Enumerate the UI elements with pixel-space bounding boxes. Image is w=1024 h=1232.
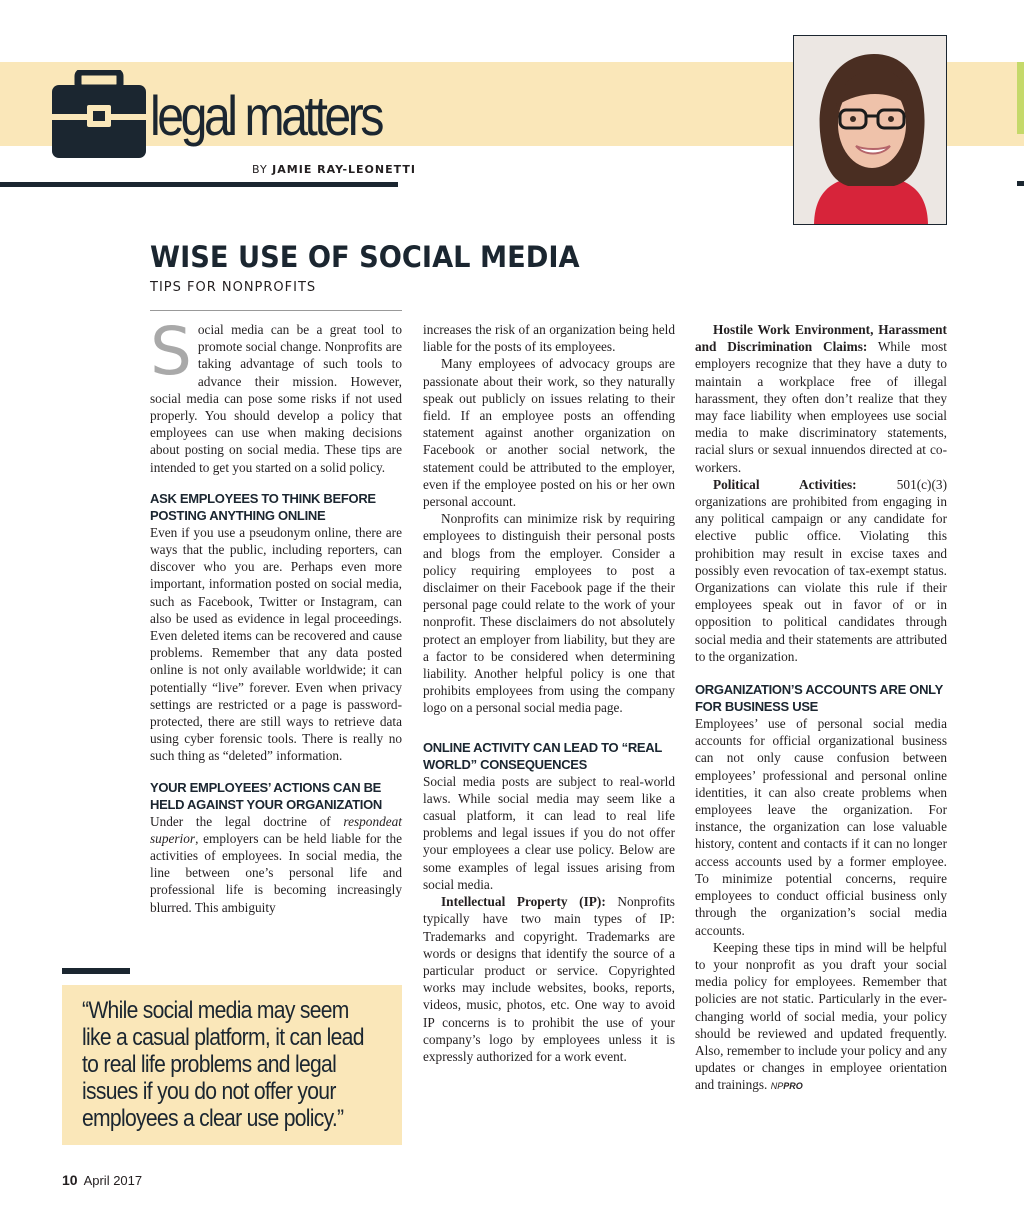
intro-text: ocial media can be a great tool to promote social change. Nonprofits are taking advantage of such tools to advance their mission. However, social media can pose some risks if not used properly. You should develop a policy that employees can use when making decisions about posting on social media. These tips are intended to get you started on a solid policy.	[150, 322, 402, 475]
article-subtitle: TIPS FOR NONPROFITS	[150, 280, 317, 295]
text-run: Keeping these tips in mind will be helpful to your nonprofit as you draft your social media policy for employees. Remember that policies are not static. Particularly in the ever-changing world of social media, your policy should be reviewed and updated frequently. Also, remember to include your policy and any updates or changes in employee orientation and trainings.	[695, 939, 947, 1093]
runin-heading: Intellectual Property (IP):	[441, 894, 606, 910]
paragraph: Even if you use a pseudonym online, there are ways that the public, including reporters, can discover who you are. Perhaps even more important, information posted on social media, such as Facebook, Twitter or Instagram, can also be used as evidence in legal proceedings. Even deleted items can be recovered and cause problems. Remember that any data posted online is not only available worldwide; it can potentially “live” forever. Even when privacy settings are restricted or a page is password-protected, there are still ways to retrieve data using cyber forensic tools. There is really no such thing as “deleted” information.	[150, 524, 402, 764]
text-run: , employers can be held liable for the activities of employees. In social media, the line between one’s personal life and professional life is becoming increasingly blurred. This ambiguity	[150, 830, 402, 915]
section-title: legal matters	[150, 84, 381, 147]
paragraph: Nonprofits can minimize risk by requiring employees to distinguish their personal posts and blogs from the employer. Consider a policy requiring employees to post a disclaimer on their Facebook page if the their personal page could relate to the work of your nonprofit. These disclaimers do not absolutely protect an employer from liability, but they are a factor to be considered when determining liability. Another helpful policy is one that prohibits employees from using the company logo on a personal social media page.	[423, 511, 675, 716]
text-run: While most employers recognize that they have a duty to maintain a workplace free of illegal harassment, they often don’t realize that they may face liability when employees use social media to make discriminatory statements, racial slurs or sexual innuendos directed at co-workers.	[695, 339, 947, 475]
text-run: 501(c)(3) organizations are prohibited from engaging in any political campaign or any candidate for elective public office. Violating this prohibition may result in excise taxes and possibly even revocation of tax-exempt status. Organizations can violate this rule if their employees speak out in favor of or in opposition to political candidates through social media and their statements are attributed to the organization.	[695, 476, 947, 664]
header-rule	[0, 182, 398, 187]
article-title: WISE USE OF SOCIAL MEDIA	[150, 240, 580, 274]
signoff-pro: PRO	[783, 1081, 803, 1092]
runin-heading: Political Activities:	[713, 476, 857, 492]
author-photo	[793, 35, 947, 225]
author-portrait	[794, 36, 947, 225]
author-name: JAMIE RAY-LEONETTI	[272, 163, 416, 176]
paragraph: Many employees of advocacy groups are passionate about their work, so they naturally speak out publicly on issues relating to their field. If an employee posts an offending statement against another organization on Facebook or another social network, the statement could be attributed to the employer, even if the employee posted on his or her own personal account.	[423, 356, 675, 510]
column-3	[695, 321, 947, 1096]
paragraph	[423, 893, 675, 1065]
runin-heading: Hostile Work Environment, Harassment and Discrimination Claims:	[695, 322, 947, 355]
paragraph	[695, 321, 947, 476]
title-rule	[150, 310, 402, 311]
paragraph	[695, 939, 947, 1096]
signoff-np: NP	[770, 1081, 784, 1092]
byline	[252, 163, 416, 176]
subhead-think-before-posting: ASK EMPLOYEES TO THINK BEFORE POSTING ANYTHING ONLINE	[150, 490, 376, 523]
paragraph: Employees’ use of personal social media accounts for official organizational business can not only cause confusion between employees’ professional and personal online identities, it can also create problems when employees leave the organization. For instance, the organization can lose valuable history, content and contacts if it can no longer access accounts used by a former employee. To minimize potential concerns, require employees to conduct official business only through the organization’s social media accounts.	[695, 716, 947, 938]
paragraph	[695, 476, 947, 665]
briefcase-icon	[52, 70, 146, 158]
subhead-real-world-consequences: ONLINE ACTIVITY CAN LEAD TO “REAL WORLD” CONSEQUENCES	[423, 739, 662, 772]
page-number: 10	[62, 1172, 78, 1188]
text-run: Under the legal doctrine of	[150, 813, 344, 829]
pullquote-text: “While social media may seem like a casual platform, it can lead to real life problems and legal issues if you do not offer your employees a clear use policy.”	[82, 997, 364, 1132]
paragraph	[150, 813, 402, 916]
emphasis-term: respondeat superior	[150, 813, 402, 846]
paragraph: Social media posts are subject to real-world laws. While social media may seem like a casual platform, it can lead to real life problems and legal issues if you do not offer your employees a clear use policy. Below are some examples of legal issues arising from social media.	[423, 773, 675, 892]
byline-prefix: BY	[252, 163, 268, 176]
pullquote-box	[62, 985, 402, 1145]
column-2	[423, 321, 675, 1065]
issue-date: April 2017	[83, 1173, 143, 1188]
text-run: Nonprofits typically have two main types of IP: Trademarks and copyright. Trademarks are words or designs that identify the source of a particular product or service. Copyrighted works may include websites, books, reports, videos, music, photos, etc. One way to avoid IP concerns is to prohibit the use of your company’s logo by employees unless it is expressly authorized for a work event.	[423, 894, 675, 1064]
column-1	[150, 313, 402, 916]
edge-tab-dark	[1017, 181, 1024, 186]
subhead-business-accounts: ORGANIZATION’S ACCOUNTS ARE ONLY FOR BUSINESS USE	[695, 682, 943, 715]
edge-tab-green	[1017, 62, 1024, 134]
page-folio	[62, 1172, 142, 1188]
paragraph: increases the risk of an organization being held liable for the posts of its employees.	[423, 322, 675, 355]
signoff-mark	[771, 1081, 803, 1091]
intro-paragraph	[150, 313, 402, 476]
drop-cap: S	[150, 313, 192, 390]
subhead-employee-actions: YOUR EMPLOYEES’ ACTIONS CAN BE HELD AGAINST YOUR ORGANIZATION	[150, 779, 382, 812]
pullquote-rule	[62, 968, 130, 974]
